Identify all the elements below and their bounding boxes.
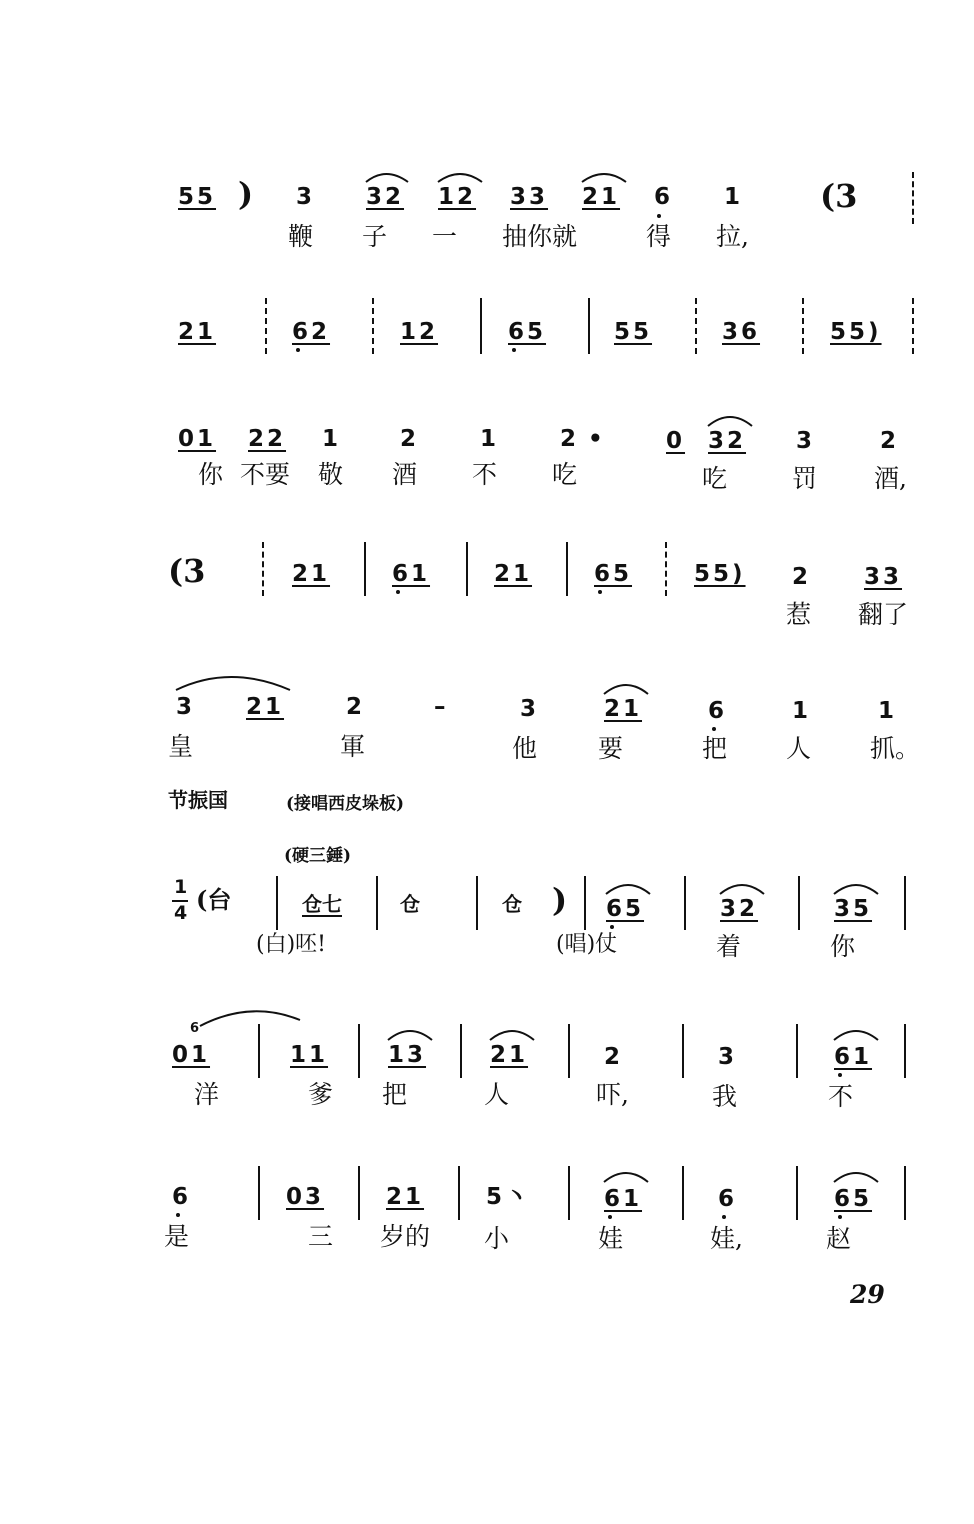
bar-line — [258, 1166, 260, 1220]
note: 33 — [864, 564, 903, 590]
slur — [604, 685, 648, 694]
note: 62 — [292, 319, 331, 345]
note: 12 — [438, 184, 477, 210]
lyric: 一 — [432, 222, 458, 251]
lyric: 着 — [716, 932, 742, 961]
note: 21 — [246, 694, 285, 720]
bar-line — [568, 1024, 570, 1078]
note: 65 — [508, 319, 547, 345]
note: 22 — [248, 426, 287, 452]
bar-line — [460, 1024, 462, 1078]
note: 11 — [290, 1042, 329, 1068]
lyric: 不要 — [240, 460, 291, 489]
lyric: 惹 — [786, 600, 812, 629]
slur — [720, 885, 764, 894]
page-number: 29 — [850, 1280, 885, 1309]
bar-line — [480, 298, 482, 354]
lyric: 吓, — [596, 1080, 629, 1109]
bar-line — [796, 1024, 798, 1078]
grace-note: 6 — [190, 1021, 200, 1036]
low-octave-dot — [296, 348, 300, 352]
role-name: 节振国 — [168, 788, 228, 812]
note: 2 — [400, 426, 420, 452]
lyric: 得 — [646, 222, 672, 251]
note: 3 — [796, 428, 816, 454]
time-signature-top: 1 — [174, 876, 188, 898]
lyric: 抓。 — [870, 734, 921, 763]
note: 0 — [666, 428, 686, 454]
note: 6 — [718, 1186, 738, 1212]
lyric: 軍 — [340, 732, 366, 761]
lyric: 把 — [702, 734, 728, 763]
low-octave-dot — [838, 1073, 842, 1077]
note: 32 — [720, 896, 759, 922]
lyric: 鞭 — [288, 222, 314, 251]
slur — [604, 1173, 648, 1182]
percussion-syllable: 仓七 — [302, 892, 342, 916]
note: 3 — [520, 696, 540, 722]
percussion-syllable: 仓 — [400, 892, 420, 916]
bar-line — [466, 542, 468, 596]
note: 6 — [172, 1184, 192, 1210]
lyric: 爹 — [308, 1080, 334, 1109]
note: (3 — [168, 552, 206, 590]
note: 5丶 — [486, 1184, 532, 1210]
spoken-line: (白)呸! — [256, 932, 327, 957]
slur — [438, 174, 482, 182]
note: 2 — [604, 1044, 624, 1070]
slur — [176, 677, 290, 690]
bar-line — [376, 876, 378, 930]
low-octave-dot — [176, 1213, 180, 1217]
percussion-syllable: (台 — [196, 885, 232, 914]
bar-line — [904, 1024, 906, 1078]
lyric: 人 — [786, 734, 812, 763]
lyric: 酒 — [392, 460, 418, 489]
lyric: 你 — [830, 932, 856, 961]
note: 55 — [614, 319, 653, 345]
note: 2 — [880, 428, 900, 454]
lyric: 酒, — [874, 464, 907, 493]
bar-line — [682, 1166, 684, 1220]
lyric: 三 — [308, 1222, 334, 1251]
note: 6 — [708, 698, 728, 724]
slur — [606, 885, 650, 894]
low-octave-dot — [610, 925, 614, 929]
bar-line — [798, 876, 800, 930]
note: 1 — [878, 698, 898, 724]
bar-line — [584, 876, 586, 930]
note: 2 — [560, 426, 580, 452]
slur — [834, 1031, 878, 1040]
note: 21 — [582, 184, 621, 210]
note: 01 — [178, 426, 217, 452]
note: 2 — [792, 564, 812, 590]
note: 61 — [604, 1186, 643, 1212]
note: 32 — [708, 428, 747, 454]
note: 2 — [346, 694, 366, 720]
note: 35 — [834, 896, 873, 922]
slur — [200, 1011, 300, 1026]
note: 65 — [606, 896, 645, 922]
bar-line — [265, 298, 267, 354]
note: 3 — [176, 694, 196, 720]
bar-line — [566, 542, 568, 596]
lyric: 罚 — [792, 464, 818, 493]
note: 1 — [322, 426, 342, 452]
bar-line — [684, 876, 686, 930]
time-signature-bottom: 4 — [174, 902, 188, 924]
dotted-note: • — [588, 426, 606, 452]
performance-instruction: (接唱西皮垛板) — [286, 794, 405, 814]
low-octave-dot — [598, 590, 602, 594]
note: 65 — [834, 1186, 873, 1212]
slur — [366, 174, 408, 182]
lyric: 子 — [362, 222, 388, 251]
lyric: 吃 — [702, 464, 728, 493]
lyric: 抽你就 — [502, 222, 578, 251]
slur — [490, 1031, 534, 1040]
lyric: 他 — [512, 734, 538, 763]
bar-line — [588, 298, 590, 354]
lyric: 敬 — [318, 460, 344, 489]
note: 3 — [718, 1044, 738, 1070]
bar-line — [695, 298, 697, 354]
note: 6 — [654, 184, 674, 210]
low-octave-dot — [512, 348, 516, 352]
lyric: 岁的 — [380, 1222, 431, 1251]
note: 1 — [480, 426, 500, 452]
bar-line — [476, 876, 478, 930]
extension-dash: – — [434, 694, 449, 720]
note: 13 — [388, 1042, 427, 1068]
slur — [834, 885, 878, 894]
lyric: 拉, — [716, 222, 749, 251]
note: 21 — [494, 561, 533, 587]
lyric: 我 — [712, 1082, 738, 1111]
low-octave-dot — [657, 214, 661, 218]
close-paren: ) — [238, 175, 254, 213]
bar-line — [262, 542, 264, 596]
note: 1 — [792, 698, 812, 724]
bar-line — [372, 298, 374, 354]
slur — [388, 1031, 432, 1040]
low-octave-dot — [712, 727, 716, 731]
lyric: 要 — [598, 734, 624, 763]
note: (3 — [820, 177, 858, 215]
note: 21 — [292, 561, 331, 587]
note: 33 — [510, 184, 549, 210]
low-octave-dot — [608, 1215, 612, 1219]
percussion-label: (硬三錘) — [284, 846, 352, 866]
lyric: 娃 — [598, 1224, 624, 1253]
note: 55) — [830, 319, 882, 345]
lyric: 是 — [164, 1222, 190, 1251]
lyric: 洋 — [194, 1080, 220, 1109]
bar-line — [796, 1166, 798, 1220]
lyric: 娃, — [710, 1224, 743, 1253]
low-octave-dot — [722, 1215, 726, 1219]
percussion-syllable: 仓 — [502, 892, 522, 916]
note: 36 — [722, 319, 761, 345]
bar-line — [682, 1024, 684, 1078]
bar-line — [358, 1024, 360, 1078]
low-octave-dot — [838, 1215, 842, 1219]
bar-line — [568, 1166, 570, 1220]
bar-line — [802, 298, 804, 354]
bar-line — [912, 298, 914, 354]
note: 61 — [392, 561, 431, 587]
note: 3 — [296, 184, 316, 210]
bar-line — [904, 1166, 906, 1220]
bar-line — [912, 172, 914, 224]
lyric: 你 — [198, 460, 224, 489]
note: 61 — [834, 1044, 873, 1070]
note: 55 — [178, 184, 217, 210]
lyric: 把 — [382, 1080, 408, 1109]
bar-line — [364, 542, 366, 596]
slur — [834, 1173, 878, 1182]
lyric: 人 — [484, 1080, 510, 1109]
note: 12 — [400, 319, 439, 345]
note: 01 — [172, 1042, 211, 1068]
note: 21 — [490, 1042, 529, 1068]
bar-line — [276, 876, 278, 930]
lyric: 小 — [484, 1224, 510, 1253]
lyric: 吃 — [552, 460, 578, 489]
low-octave-dot — [396, 590, 400, 594]
lyric: (唱)仗 — [556, 932, 618, 957]
bar-line — [665, 542, 667, 596]
slur — [582, 174, 626, 182]
note: 32 — [366, 184, 405, 210]
lyric: 不 — [828, 1082, 854, 1111]
note: 65 — [594, 561, 633, 587]
note: 03 — [286, 1184, 325, 1210]
bar-line — [358, 1166, 360, 1220]
bar-line — [258, 1024, 260, 1078]
lyric: 皇 — [168, 732, 194, 761]
note: 21 — [178, 319, 217, 345]
note: 1 — [724, 184, 744, 210]
bar-line — [458, 1166, 460, 1220]
slur — [708, 417, 752, 426]
note: 21 — [604, 696, 643, 722]
lyric: 不 — [472, 460, 498, 489]
bar-line — [904, 876, 906, 930]
lyric: 翻了 — [858, 600, 909, 629]
note: 55) — [694, 561, 746, 587]
note: 21 — [386, 1184, 425, 1210]
lyric: 赵 — [826, 1224, 852, 1253]
close-paren: ) — [552, 881, 568, 919]
